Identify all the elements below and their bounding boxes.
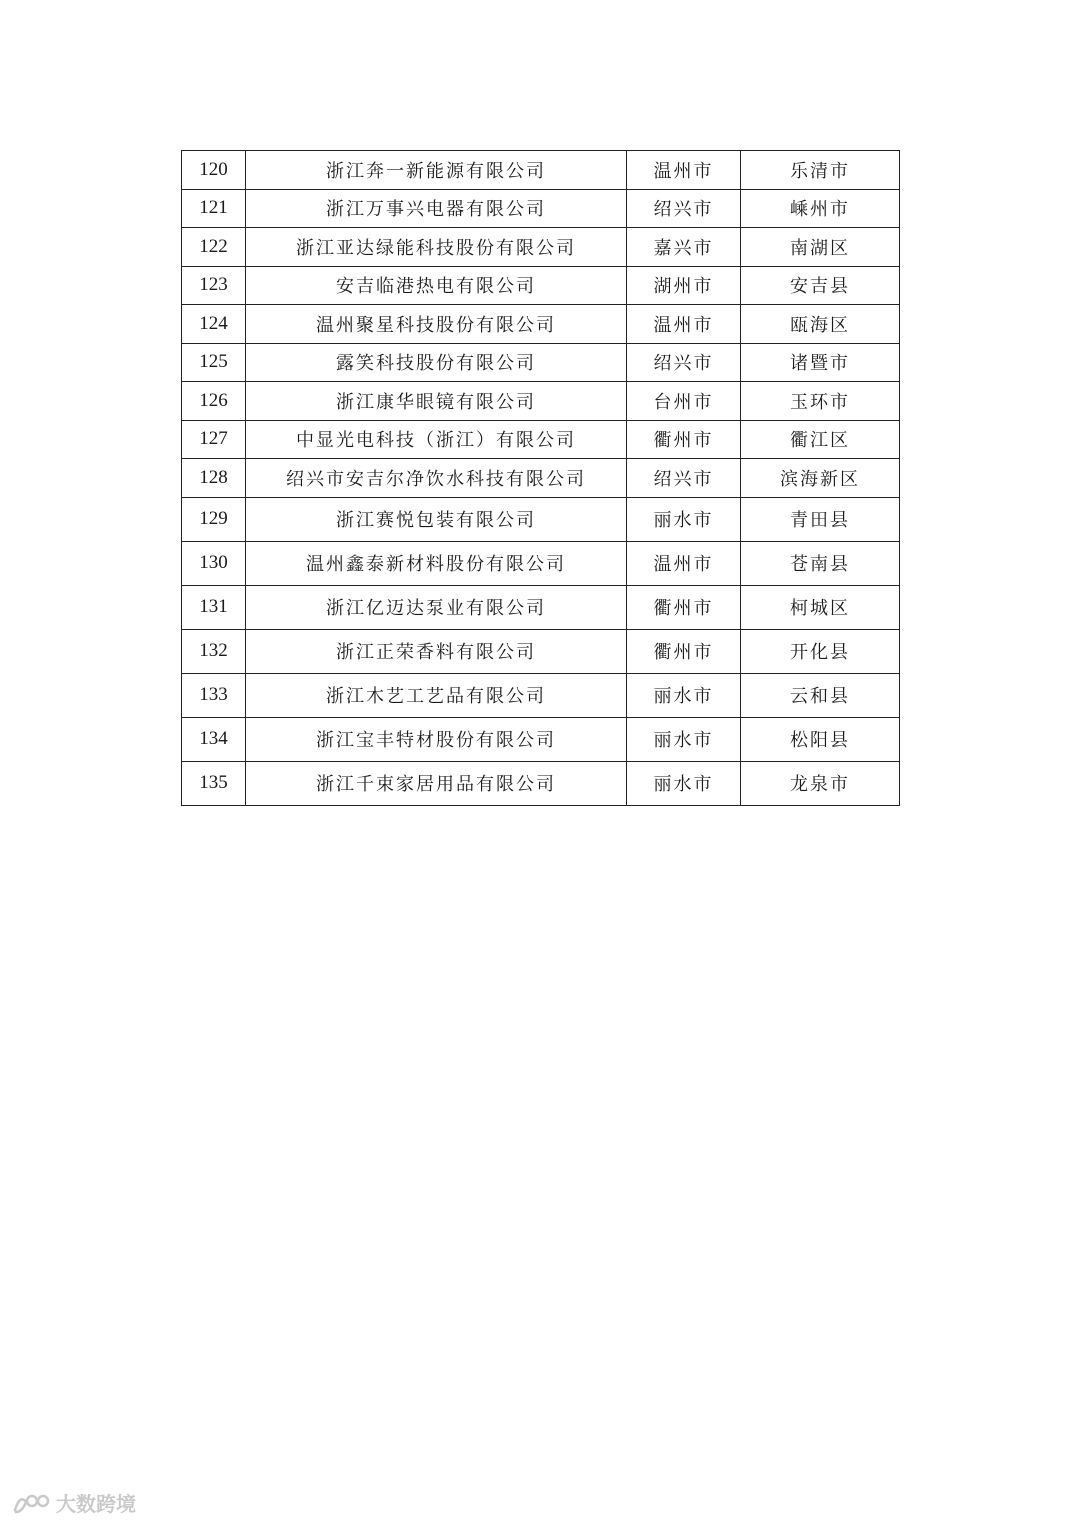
company-name: 温州鑫泰新材料股份有限公司 (246, 541, 627, 585)
row-number: 132 (182, 629, 246, 673)
row-number: 125 (182, 343, 246, 382)
district-name: 南湖区 (741, 228, 900, 267)
table-row (182, 673, 900, 717)
company-name: 浙江康华眼镜有限公司 (246, 382, 627, 421)
district-name: 嵊州市 (741, 189, 900, 228)
district-name: 诸暨市 (741, 343, 900, 382)
city-name: 嘉兴市 (627, 228, 741, 267)
company-name: 浙江奔一新能源有限公司 (246, 151, 627, 190)
company-name: 绍兴市安吉尔净饮水科技有限公司 (246, 459, 627, 498)
district-name: 青田县 (741, 497, 900, 541)
company-name: 浙江万事兴电器有限公司 (246, 189, 627, 228)
company-name: 浙江千束家居用品有限公司 (246, 761, 627, 805)
company-name: 温州聚星科技股份有限公司 (246, 305, 627, 344)
district-name: 玉环市 (741, 382, 900, 421)
district-name: 开化县 (741, 629, 900, 673)
row-number: 134 (182, 717, 246, 761)
district-name: 乐清市 (741, 151, 900, 190)
company-name: 浙江木艺工艺品有限公司 (246, 673, 627, 717)
district-name: 滨海新区 (741, 459, 900, 498)
table-row (182, 420, 900, 459)
table-row (182, 717, 900, 761)
company-table-body (182, 151, 900, 806)
row-number: 122 (182, 228, 246, 267)
city-name: 绍兴市 (627, 459, 741, 498)
row-number: 120 (182, 151, 246, 190)
row-number: 130 (182, 541, 246, 585)
city-name: 绍兴市 (627, 343, 741, 382)
table-row (182, 497, 900, 541)
table-row (182, 343, 900, 382)
row-number: 135 (182, 761, 246, 805)
watermark (12, 1488, 136, 1517)
city-name: 丽水市 (627, 761, 741, 805)
row-number: 133 (182, 673, 246, 717)
table-row (182, 541, 900, 585)
table-row (182, 151, 900, 190)
company-name: 浙江正荣香料有限公司 (246, 629, 627, 673)
city-name: 丽水市 (627, 497, 741, 541)
city-name: 温州市 (627, 541, 741, 585)
city-name: 丽水市 (627, 717, 741, 761)
district-name: 松阳县 (741, 717, 900, 761)
district-name: 柯城区 (741, 585, 900, 629)
city-name: 丽水市 (627, 673, 741, 717)
city-name: 台州市 (627, 382, 741, 421)
city-name: 绍兴市 (627, 189, 741, 228)
logo-icon (12, 1490, 52, 1516)
city-name: 衢州市 (627, 629, 741, 673)
table-row (182, 459, 900, 498)
district-name: 瓯海区 (741, 305, 900, 344)
company-name: 中显光电科技（浙江）有限公司 (246, 420, 627, 459)
city-name: 衢州市 (627, 420, 741, 459)
company-table (181, 150, 900, 806)
row-number: 121 (182, 189, 246, 228)
row-number: 129 (182, 497, 246, 541)
district-name: 安吉县 (741, 266, 900, 305)
table-row (182, 305, 900, 344)
company-name: 浙江赛悦包装有限公司 (246, 497, 627, 541)
district-name: 龙泉市 (741, 761, 900, 805)
company-name: 浙江亚达绿能科技股份有限公司 (246, 228, 627, 267)
table-row (182, 761, 900, 805)
district-name: 衢江区 (741, 420, 900, 459)
city-name: 湖州市 (627, 266, 741, 305)
city-name: 温州市 (627, 151, 741, 190)
table-row (182, 629, 900, 673)
city-name: 衢州市 (627, 585, 741, 629)
company-name: 浙江亿迈达泵业有限公司 (246, 585, 627, 629)
table-row (182, 266, 900, 305)
table-row (182, 382, 900, 421)
table-row (182, 585, 900, 629)
row-number: 124 (182, 305, 246, 344)
district-name: 苍南县 (741, 541, 900, 585)
company-name: 露笑科技股份有限公司 (246, 343, 627, 382)
table-row (182, 228, 900, 267)
company-name: 浙江宝丰特材股份有限公司 (246, 717, 627, 761)
row-number: 123 (182, 266, 246, 305)
watermark-text: 大数跨境 (56, 1492, 136, 1516)
row-number: 127 (182, 420, 246, 459)
row-number: 126 (182, 382, 246, 421)
row-number: 128 (182, 459, 246, 498)
district-name: 云和县 (741, 673, 900, 717)
company-name: 安吉临港热电有限公司 (246, 266, 627, 305)
city-name: 温州市 (627, 305, 741, 344)
table-row (182, 189, 900, 228)
row-number: 131 (182, 585, 246, 629)
